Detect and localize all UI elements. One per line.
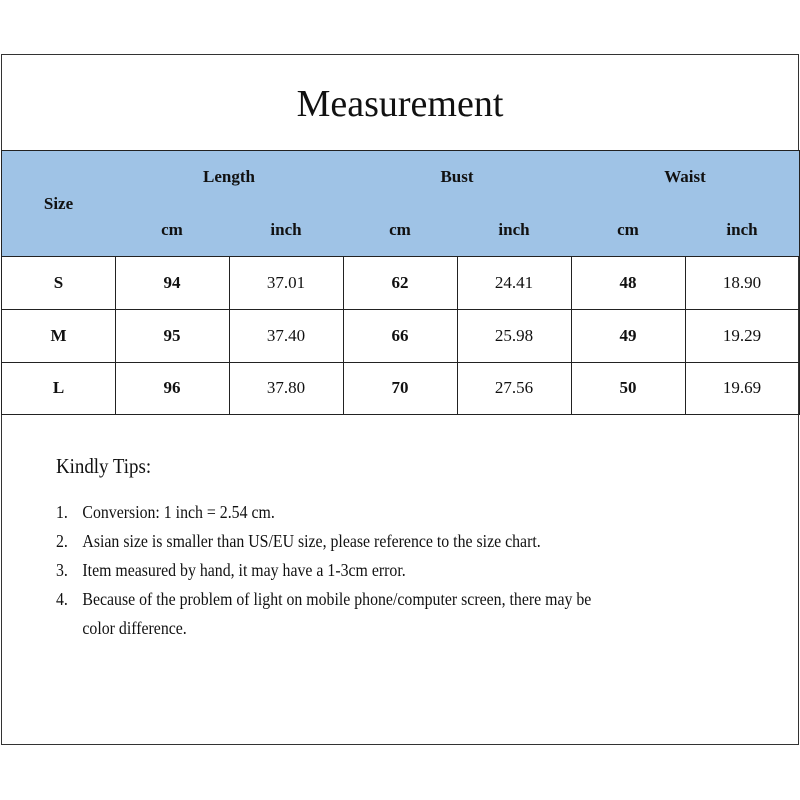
table-cell: 18.90 xyxy=(685,256,800,310)
unit-header: cm xyxy=(571,203,686,257)
table-cell: 19.29 xyxy=(685,309,800,363)
size-label: M xyxy=(1,309,116,363)
table-cell: 70 xyxy=(343,362,458,415)
size-label: L xyxy=(1,362,116,415)
size-header: Size xyxy=(1,150,116,257)
table-cell: 96 xyxy=(115,362,230,415)
table-cell: 25.98 xyxy=(457,309,572,363)
table-cell: 24.41 xyxy=(457,256,572,310)
table-cell: 94 xyxy=(115,256,230,310)
table-cell: 95 xyxy=(115,309,230,363)
size-label: S xyxy=(1,256,116,310)
unit-header: cm xyxy=(115,203,230,257)
table-cell: 62 xyxy=(343,256,458,310)
table-cell: 49 xyxy=(571,309,686,363)
tip-item xyxy=(56,531,541,552)
tip-text: Because of the problem of light on mobile phone/computer screen, there may be xyxy=(82,589,592,609)
table-cell: 50 xyxy=(571,362,686,415)
tip-item xyxy=(56,618,187,639)
group-header: Length xyxy=(115,150,344,204)
group-header: Bust xyxy=(343,150,572,204)
table-cell: 37.80 xyxy=(229,362,344,415)
page-title: Measurement xyxy=(296,83,504,125)
table-cell: 48 xyxy=(571,256,686,310)
tip-number: 4. xyxy=(56,589,68,609)
tip-number: 2. xyxy=(56,531,68,551)
tip-item xyxy=(56,589,591,610)
table-cell: 19.69 xyxy=(685,362,800,415)
tips-heading: Kindly Tips: xyxy=(56,454,152,478)
tip-item xyxy=(56,560,406,581)
unit-header: inch xyxy=(457,203,572,257)
tip-number: 3. xyxy=(56,560,68,580)
tip-text: color difference. xyxy=(82,618,187,638)
table-cell: 27.56 xyxy=(457,362,572,415)
tip-text: Conversion: 1 inch = 2.54 cm. xyxy=(82,502,275,522)
table-cell: 37.01 xyxy=(229,256,344,310)
unit-header: inch xyxy=(685,203,800,257)
tip-number: 1. xyxy=(56,502,68,522)
group-header: Waist xyxy=(571,150,800,204)
tip-text: Item measured by hand, it may have a 1-3cm error. xyxy=(82,560,406,580)
tip-item xyxy=(56,502,275,523)
table-cell: 66 xyxy=(343,309,458,363)
table-cell: 37.40 xyxy=(229,309,344,363)
unit-header: cm xyxy=(343,203,458,257)
unit-header: inch xyxy=(229,203,344,257)
tip-text: Asian size is smaller than US/EU size, please reference to the size chart. xyxy=(82,531,541,551)
